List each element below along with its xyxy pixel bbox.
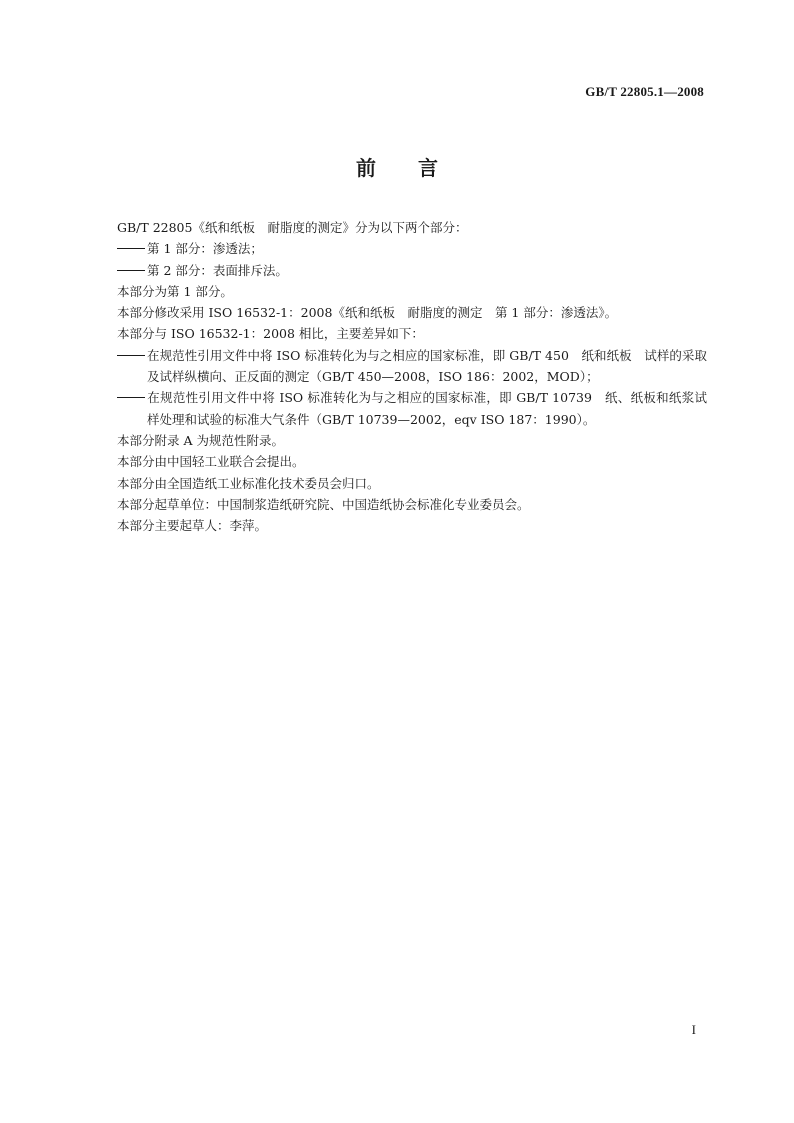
list-item-text: 在规范性引用文件中将 ISO 标准转化为与之相应的国家标准，即 GB/T 450 纸和纸板 试样的采取及试样纵横向、正反面的测定（GB/T 450—2008，ISO 186：2002，MOD）； [147, 347, 707, 385]
list-item-text: 在规范性引用文件中将 ISO 标准转化为与之相应的国家标准，即 GB/T 10739 纸、纸板和纸浆试样处理和试验的标准大气条件（GB/T 10739—2002，eqv ISO 187：1990）。 [147, 390, 707, 427]
dash-marker [117, 355, 145, 356]
paragraph-parts-intro: GB/T 22805《纸和纸板 耐脂度的测定》分为以下两个部分： [117, 220, 468, 235]
paragraph-annex: 本部分附录 A 为规范性附录。 [117, 432, 284, 448]
paragraph-drafters: 本部分主要起草人：李萍。 [117, 518, 268, 534]
foreword-content [117, 217, 707, 536]
list-item-part-2 [117, 260, 707, 281]
list-item-text: 第 1 部分：渗透法； [147, 241, 263, 257]
paragraph-administered-by: 本部分由全国造纸工业标准化技术委员会归口。 [117, 475, 380, 491]
page-number: I [691, 1022, 696, 1037]
paragraph-adoption: 本部分修改采用 ISO 16532-1：2008《纸和纸板 耐脂度的测定 第 1 部分：渗透法》。 [117, 305, 618, 321]
dash-marker [117, 248, 145, 249]
paragraph-this-part: 本部分为第 1 部分。 [117, 283, 233, 299]
dash-marker [117, 397, 145, 398]
standard-number: GB/T 22805.1—2008 [585, 84, 704, 99]
paragraph-differences: 本部分与 ISO 16532-1：2008 相比，主要差异如下： [117, 326, 424, 342]
paragraph-proposed-by: 本部分由中国轻工业联合会提出。 [117, 454, 305, 470]
list-item-difference-1 [117, 345, 707, 388]
dash-marker [117, 270, 145, 271]
list-item-part-1 [117, 238, 707, 259]
page-title: 前言 [356, 156, 480, 180]
paragraph-drafting-units: 本部分起草单位：中国制浆造纸研究院、中国造纸协会标准化专业委员会。 [117, 496, 530, 512]
list-item-text: 第 2 部分：表面排斥法。 [147, 262, 288, 278]
list-item-difference-2 [117, 387, 707, 430]
